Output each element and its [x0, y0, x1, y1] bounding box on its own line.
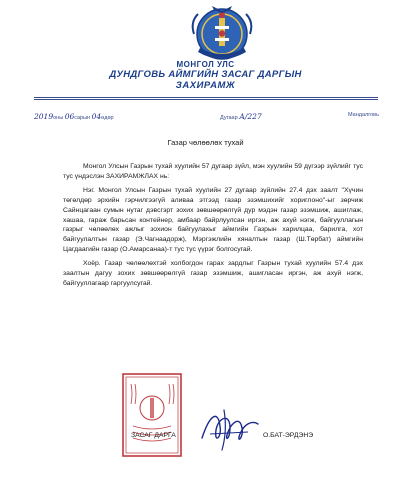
letterhead	[0, 60, 411, 91]
date-year: 2019	[34, 112, 54, 121]
signer-name: О.БАТ-ЭРДЭНЭ	[263, 432, 314, 439]
decree-number	[220, 112, 262, 121]
state-emblem-icon	[186, 4, 258, 62]
issue-place: Мандалговь	[348, 112, 379, 118]
document-type: ЗАХИРАМЖ	[175, 80, 236, 91]
date-month-suffix: сарын	[74, 115, 91, 121]
issue-date	[34, 112, 114, 121]
date-year-suffix: оны	[53, 115, 64, 121]
number-label: Дугаар	[220, 115, 238, 121]
official-seal-icon	[121, 372, 183, 458]
preamble-paragraph: Монгол Улсын Газрын тухай хуулийн 57 дугаар зүйл, мэн хуулийн 59 дүгээр зүйлийг тус тус үндэслэн ЗАХИРАМЖЛАХ нь:	[63, 163, 363, 180]
decree-body	[63, 162, 363, 293]
document-subject: Газар чөлөөлөх тухай	[167, 138, 244, 147]
date-month: 06	[64, 112, 75, 121]
country-name: МОНГОЛ УЛС	[176, 60, 235, 69]
signer-title: ЗАСАГ ДАРГА	[131, 432, 176, 439]
office-name: ДУНДГОВЬ АЙМГИЙН ЗАСАГ ДАРГЫН	[109, 69, 302, 80]
signature-icon	[196, 404, 266, 452]
item-two-paragraph: Хоёр. Газар чөлөөлөхтэй холбогдон гарах зардлыг Газрын тухай хуулийн 57.4 дэх заалтын дагуу зохих зөвшөөрөлгүй газар эзэмшиж, ашигласан иргэн, аж ахуй нэгж, байгууллагаар гаргуулсугай.	[63, 260, 363, 287]
header-divider-thin	[34, 99, 378, 100]
number-value: А/227	[239, 112, 262, 121]
header-divider	[34, 97, 378, 98]
date-day: 04	[91, 112, 102, 121]
item-one-paragraph: Нэг. Монгол Улсын Газрын тухай хуулийн 27 дугаар зүйлийн 27.4 дэх заалт "Хүчин төгөлдөр эрхийн гэрчилгээгүй аливаа этгээд газар эзэмшихийг хориглоно"-ыг зөрчиж Сайнцагаан сумын нутаг дэвсгэрт зохих зөвшөөрөлгүй дур мэдэн газар эзэмшиж, ашиглаж, хашаа, гараж барьсан контейнер, амбаар байрлуулсан иргэн, аж ахуй нэгж, байгууллагын газрыг чөлөөлөх ажлыг зохион байгуулахыг аймгийн Газрын харилцаа, барилга, хот байгуулалтын газар (Э.Чагнаадорж), Мэргэжлийн хяналтын газар (Ш.Төрбат) аймгийн Цагдаагийн газар (О.Амарсанаа)-т тус тус үүрэг болгосугай.	[63, 186, 363, 254]
date-day-suffix: өдөр	[101, 115, 114, 121]
